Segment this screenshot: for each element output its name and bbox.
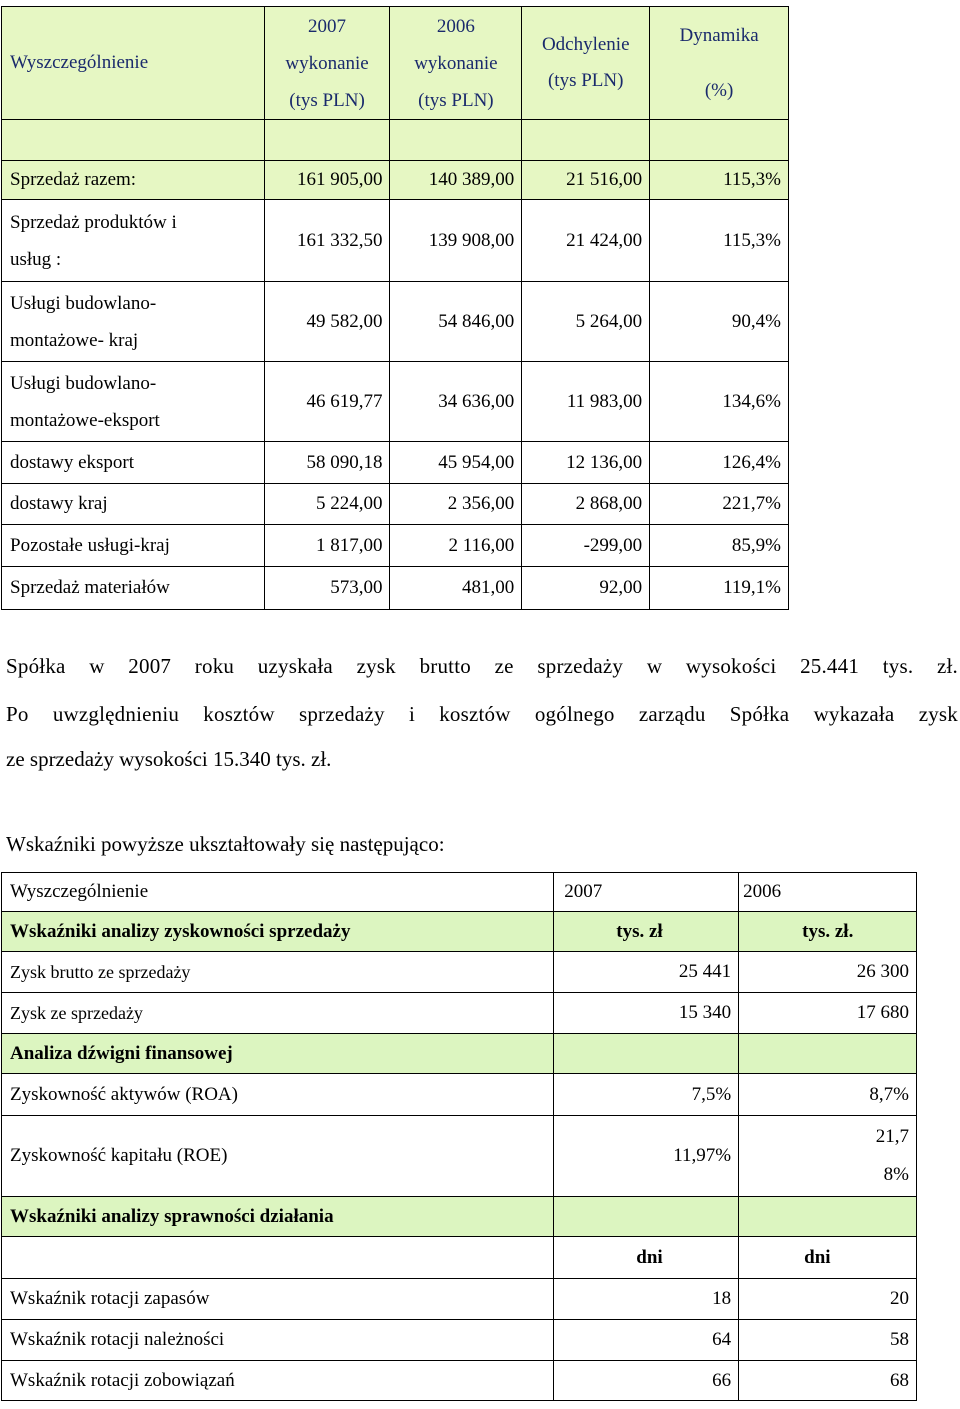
- cell-2006: 54 846,00: [390, 282, 522, 362]
- col-header-desc: Wyszczególnienie: [2, 7, 265, 120]
- table-row: [2, 952, 917, 993]
- col-header-2007: 2007: [554, 873, 739, 912]
- table-row: [2, 1116, 917, 1197]
- cell-2006: 26 300: [739, 952, 917, 993]
- cell-2006: 20: [739, 1279, 917, 1320]
- cell-2006: 2 356,00: [390, 484, 522, 525]
- section-title: Wskaźniki analizy sprawności działania: [2, 1197, 554, 1237]
- cell-2007: 18: [554, 1279, 739, 1320]
- table-row: [2, 282, 789, 362]
- units-row: [2, 1237, 917, 1279]
- cell-deviation: -299,00: [522, 525, 650, 567]
- table-row: [2, 362, 789, 442]
- cell-2006: 481,00: [390, 567, 522, 610]
- table-row: [2, 567, 789, 610]
- table-row: [2, 161, 789, 200]
- section-row-profitability: [2, 912, 917, 952]
- cell-2007: 11,97%: [554, 1116, 739, 1197]
- cell-deviation: 21 516,00: [522, 161, 650, 200]
- cell-2007: 161 332,50: [264, 200, 390, 282]
- cell-2006: 17 680: [739, 993, 917, 1034]
- cell-2006: 68: [739, 1361, 917, 1401]
- cell-2006: 2 116,00: [390, 525, 522, 567]
- cell-2007: 66: [554, 1361, 739, 1401]
- row-label: Sprzedaż materiałów: [2, 567, 265, 610]
- cell-deviation: 12 136,00: [522, 442, 650, 484]
- cell-dynamics: 126,4%: [650, 442, 789, 484]
- unit-2007: dni: [554, 1237, 739, 1279]
- row-label: Usługi budowlano- montażowe- kraj: [2, 282, 265, 362]
- row-label: Sprzedaż razem:: [2, 161, 265, 200]
- cell-dynamics: 221,7%: [650, 484, 789, 525]
- cell-2006: 139 908,00: [390, 200, 522, 282]
- cell-2007: 161 905,00: [264, 161, 390, 200]
- cell-dynamics: 115,3%: [650, 200, 789, 282]
- cell-deviation: 5 264,00: [522, 282, 650, 362]
- table-row: [2, 1361, 917, 1401]
- row-label: dostawy kraj: [2, 484, 265, 525]
- paragraph-indicators-intro: Wskaźniki powyższe ukształtowały się następująco:: [6, 832, 445, 856]
- row-label: Zysk brutto ze sprzedaży: [2, 952, 554, 993]
- paragraph-sales-profit-cont: ze sprzedaży wysokości 15.340 tys. zł.: [6, 747, 332, 771]
- section-title: Analiza dźwigni finansowej: [2, 1034, 554, 1074]
- section-row-efficiency: [2, 1197, 917, 1237]
- col-header-dynamics: Dynamika (%): [650, 7, 789, 120]
- cell-dynamics: 115,3%: [650, 161, 789, 200]
- cell-dynamics: 85,9%: [650, 525, 789, 567]
- table-row: [2, 1279, 917, 1320]
- col-header-desc: Wyszczególnienie: [2, 873, 554, 912]
- cell-2006: 58: [739, 1320, 917, 1361]
- unit-2006: dni: [739, 1237, 917, 1279]
- cell-2007: 15 340: [554, 993, 739, 1034]
- col-header-2007: 2007 wykonanie (tys PLN): [264, 7, 390, 120]
- col-header-2006: 2006: [739, 873, 917, 912]
- row-label: dostawy eksport: [2, 442, 265, 484]
- row-label: Pozostałe usługi-kraj: [2, 525, 265, 567]
- unit-2006: tys. zł.: [739, 912, 917, 952]
- cell-2006: 45 954,00: [390, 442, 522, 484]
- table-row: [2, 525, 789, 567]
- cell-deviation: 11 983,00: [522, 362, 650, 442]
- table-row: [2, 442, 789, 484]
- row-label: Zyskowność aktywów (ROA): [2, 1074, 554, 1116]
- table-row: [2, 1320, 917, 1361]
- row-label: Wskaźnik rotacji zapasów: [2, 1279, 554, 1320]
- cell-2006: 140 389,00: [390, 161, 522, 200]
- row-label: Sprzedaż produktów i usług :: [2, 200, 265, 282]
- table-row: [2, 484, 789, 525]
- cell-2006: 34 636,00: [390, 362, 522, 442]
- cell-2007: 1 817,00: [264, 525, 390, 567]
- table-row: [2, 200, 789, 282]
- cell-deviation: 2 868,00: [522, 484, 650, 525]
- sales-table: [1, 6, 789, 610]
- cell-deviation: 21 424,00: [522, 200, 650, 282]
- table-row: [2, 993, 917, 1034]
- cell-2007: 64: [554, 1320, 739, 1361]
- cell-2007: 573,00: [264, 567, 390, 610]
- section-title: Wskaźniki analizy zyskowności sprzedaży: [2, 912, 554, 952]
- cell-dynamics: 119,1%: [650, 567, 789, 610]
- cell-2007: 49 582,00: [264, 282, 390, 362]
- cell-2007: 7,5%: [554, 1074, 739, 1116]
- cell-2007: 5 224,00: [264, 484, 390, 525]
- row-label: Wskaźnik rotacji zobowiązań: [2, 1361, 554, 1401]
- indicators-table: [1, 872, 917, 1401]
- row-label: Zysk ze sprzedaży: [2, 993, 554, 1034]
- cell-deviation: 92,00: [522, 567, 650, 610]
- section-row-leverage: [2, 1034, 917, 1074]
- paragraph-gross-profit: Spółka w 2007 roku uzyskała zysk brutto ze sprzedaży w wysokości 25.441 tys. zł.: [6, 654, 958, 678]
- table-header-row: [2, 7, 789, 120]
- row-label: Usługi budowlano- montażowe-eksport: [2, 362, 265, 442]
- cell-2006: 21,7 8%: [739, 1116, 917, 1197]
- col-header-deviation: Odchylenie (tys PLN): [522, 7, 650, 120]
- cell-2007: 25 441: [554, 952, 739, 993]
- table-spacer-row: [2, 120, 789, 161]
- row-label: Wskaźnik rotacji należności: [2, 1320, 554, 1361]
- paragraph-sales-profit: Po uwzględnieniu kosztów sprzedaży i kosztów ogólnego zarządu Spółka wykazała zysk: [6, 702, 958, 726]
- unit-2007: tys. zł: [554, 912, 739, 952]
- cell-2007: 46 619,77: [264, 362, 390, 442]
- cell-2007: 58 090,18: [264, 442, 390, 484]
- cell-dynamics: 90,4%: [650, 282, 789, 362]
- row-label: Zyskowność kapitału (ROE): [2, 1116, 554, 1197]
- table-row: [2, 1074, 917, 1116]
- col-header-2006: 2006 wykonanie (tys PLN): [390, 7, 522, 120]
- cell-2006: 8,7%: [739, 1074, 917, 1116]
- cell-dynamics: 134,6%: [650, 362, 789, 442]
- table-header-row: [2, 873, 917, 912]
